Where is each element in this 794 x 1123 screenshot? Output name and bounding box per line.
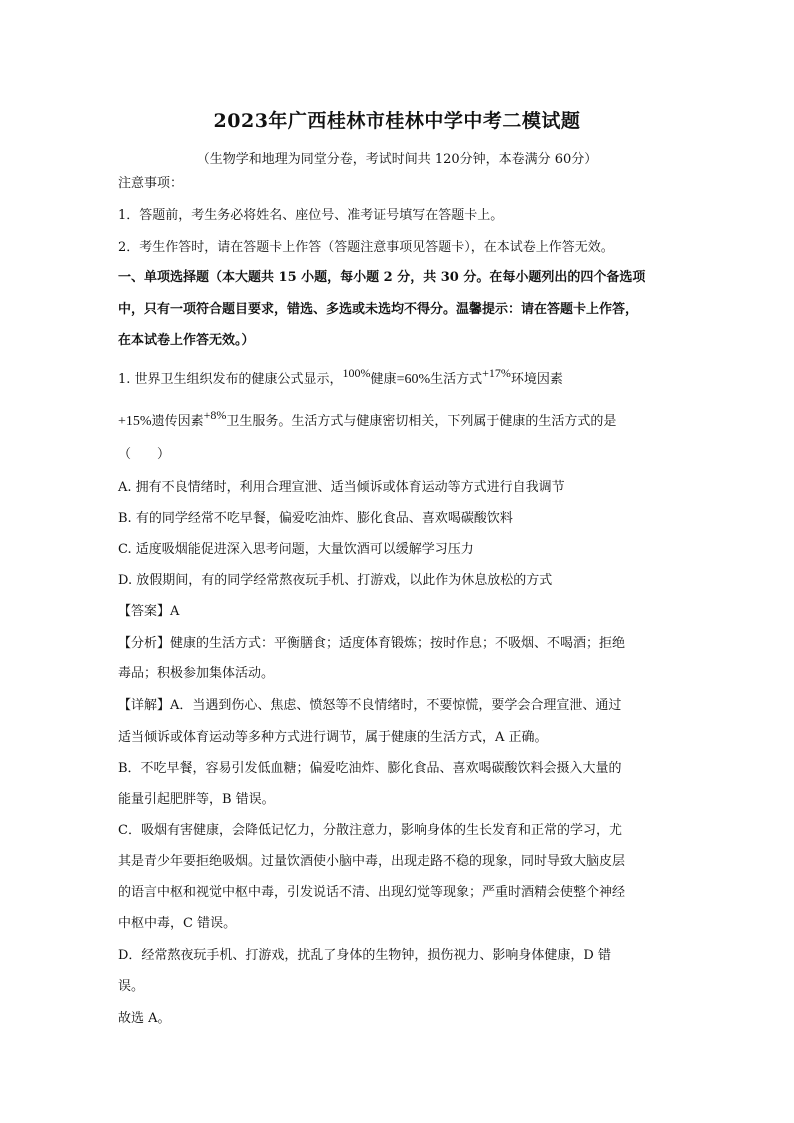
detail-line-6: 其是青少年要拒绝吸烟。过量饮酒使小脑中毒，出现走路不稳的现象，同时导致大脑皮层 [118,854,626,869]
stem-text: 生活方式 [430,372,483,387]
formula-term: =60% [396,372,431,387]
answer-bracket: （ ） [118,447,171,462]
detail-line-5: C．吸烟有害健康，会降低记忆力，分散注意力，影响身体的生长发育和正常的学习，尤 [118,823,622,838]
detail-line-4: 能量引起肥胖等，B 错误。 [118,792,275,807]
option-d: D. 放假期间，有的同学经常熬夜玩手机、打游戏，以此作为休息放松的方式 [118,573,553,588]
analysis-line-2: 毒品；积极参加集体活动。 [118,666,275,681]
formula-term: +17% [482,366,511,380]
option-c: C. 适度吸烟能促进深入思考问题，大量饮酒可以缓解学习压力 [118,542,474,557]
stem-text: 健康 [370,372,397,387]
final-choice: 故选 A。 [118,1011,171,1026]
section-heading-line-3: 在本试卷上作答无效。） [118,333,255,348]
stem-text: 遗传因素 [151,414,204,429]
stem-text: 1. 世界卫生组织发布的健康公式显示， [118,372,343,387]
question-1-stem-line-1 [118,366,563,389]
section-heading-line-2: 中，只有一项符合题目要求，错选、多选或未选均不得分。温馨提示：请在答题卡上作答， [118,302,639,317]
detail-line-2: 适当倾诉或体育运动等多种方式进行调节，属于健康的生活方式，A 正确。 [118,730,548,745]
notice-item-1: 1．答题前，考生务必将姓名、座位号、准考证号填写在答题卡上。 [118,208,504,223]
detail-line-10: 误。 [118,979,145,994]
formula-term: +8% [203,408,227,422]
notice-item-2: 2．考生作答时，请在答题卡上作答（答题注意事项见答题卡），在本试卷上作答无效。 [118,240,614,255]
detail-line-3: B．不吃早餐，容易引发低血糖；偏爱吃油炸、膨化食品、喜欢喝碳酸饮料会摄入大量的 [118,761,622,776]
option-a: A. 拥有不良情绪时，利用合理宣泄、适当倾诉或体育运动等方式进行自我调节 [118,480,565,495]
notice-heading: 注意事项： [118,176,184,191]
section-heading-line-1: 一、单项选择题（本大题共 15 小题，每小题 2 分，共 30 分。在每小题列出的四个备选项 [118,270,646,285]
option-b: B. 有的同学经常不吃早餐，偏爱吃油炸、膨化食品、喜欢喝碳酸饮料 [118,511,513,526]
detail-line-8: 中枢中毒，C 错误。 [118,916,237,931]
answer-line: 【答案】A [118,604,180,619]
formula-term: +15% [118,414,152,429]
page-title: 2023年广西桂林市桂林中学中考二模试题 [213,110,581,132]
detail-line-7: 的语言中枢和视觉中枢中毒，引发说话不清、出现幻觉等现象；严重时酒精会使整个神经 [118,885,626,900]
stem-text: 卫生服务。生活方式与健康密切相关，下列属于健康的生活方式的是 [226,414,617,429]
stem-text: 环境因素 [510,372,563,387]
question-1-stem-line-2 [118,408,617,431]
analysis-line-1: 【分析】健康的生活方式：平衡膳食；适度体育锻炼；按时作息；不吸烟、不喝酒；拒绝 [118,636,626,651]
detail-line-9: D．经常熬夜玩手机、打游戏，扰乱了身体的生物钟，损伤视力、影响身体健康，D 错 [118,948,611,963]
detail-line-1: 【详解】A．当遇到伤心、焦虑、愤怒等不良情绪时，不要惊慌，要学会合理宣泄、通过 [118,698,622,713]
formula-term: 100% [342,366,371,380]
page-subtitle: （生物学和地理为同堂分卷，考试时间共 120分钟，本卷满分 60分） [196,152,598,167]
